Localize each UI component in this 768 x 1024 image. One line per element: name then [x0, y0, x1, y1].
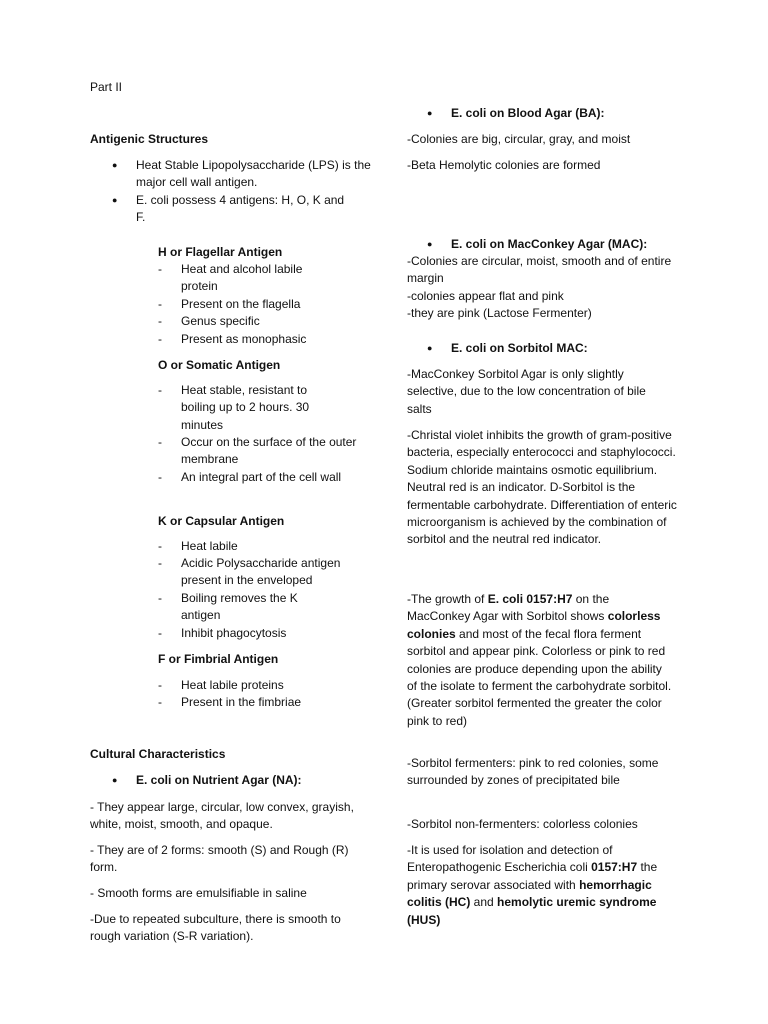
bullet-icon: ● [427, 239, 433, 249]
f-antigen-title: F or Fimbrial Antigen [158, 652, 279, 666]
blood-agar-line: -Colonies are big, circular, gray, and moist [407, 132, 631, 146]
na-paragraph: - They appear large, circular, low convex, grayish, white, moist, smooth, and opaque. [90, 800, 354, 832]
sorbitol-paragraph: -It is used for isolation and detection of Enteropathogenic Escherichia coli 0157:H7 the primary serovar associated with hemorrhagic colitis (HC) and hemolytic uremic syndrome (HUS) [407, 843, 658, 927]
sorbitol-paragraph: -Sorbitol non-fermenters: colorless colonies [407, 817, 638, 831]
mac-line: -colonies appear flat and pink [407, 289, 564, 303]
na-paragraph: - Smooth forms are emulsifiable in saline [90, 886, 307, 900]
o-antigen-title: O or Somatic Antigen [158, 358, 281, 372]
bullet-icon: ● [427, 343, 433, 353]
mac-line: -Colonies are circular, moist, smooth and of entire margin [407, 254, 672, 286]
bullet-icon: ● [112, 775, 118, 785]
mac-line: -they are pink (Lactose Fermenter) [407, 306, 592, 320]
h-antigen-title: H or Flagellar Antigen [158, 245, 283, 259]
bullet-icon: ● [112, 160, 118, 170]
sorbitol-paragraph: -The growth of E. coli 0157:H7 on the MacConkey Agar with Sorbitol shows colorless colonies and most of the fecal flora ferment sorbitol and appear pink. Colorless or pink to red colonies are produce depending upon the ability of the isolate to ferment the carbohydrate sorbitol. (Greater sorbitol fermented the greater the color pink to red) [407, 592, 672, 728]
bullet-icon: ● [427, 108, 433, 118]
bullet-icon: ● [112, 195, 118, 205]
part-label: Part II [90, 80, 123, 94]
blood-agar-line: -Beta Hemolytic colonies are formed [407, 158, 601, 172]
antigenic-heading: Antigenic Structures [90, 132, 209, 146]
sorbitol-paragraph: -Christal violet inhibits the growth of gram-positive bacteria, especially enterococci and staphylococci. Sodium chloride maintains osmotic equilibrium. Neutral red is an indicator. D-Sorbitol is the fermentable carbohydrate. Differentiation of enteric microorganism is achieved by the combination of sorbitol and the neutral red indicator. [407, 428, 677, 547]
sorbitol-paragraph: -MacConkey Sorbitol Agar is only slightly selective, due to the low concentration of bile salts [407, 367, 646, 416]
na-paragraph: -Due to repeated subculture, there is smooth to rough variation (S-R variation). [90, 912, 341, 944]
na-paragraph: - They are of 2 forms: smooth (S) and Rough (R) form. [90, 843, 349, 875]
sorbitol-paragraph: -Sorbitol fermenters: pink to red colonies, some surrounded by zones of precipitated bile [407, 756, 659, 788]
k-antigen-title: K or Capsular Antigen [158, 514, 285, 528]
document-page: Part II Antigenic Structures ● Heat Stable Lipopolysaccharide (LPS) is the major cell wall antigen. ● E. coli possess 4 antigens: H, O, K and F. H or Flagellar Antigen - Heat and alcohol labile protein - Present on the flagella - Genus specific - Present as monophasic O or Somatic Antigen - Heat stable, resistant to boiling up to 2 hours. 30 minutes - Occur on the surface of the outer membrane - An integral part of the cell wall K or Capsular Antigen - Heat labile - Acidic Polysaccharide antigen present in the enveloped - Boiling removes the K antigen - Inhibit phagocytosis F or Fimbrial Antigen - Heat labile proteins - Present in the fimbriae Cultural Characteristics ● E. coli on Nutrient Agar (NA): - They appear large, circular, low convex, grayish, white, moist, smooth, and opaque. - They are of 2 forms: smooth (S) and Rough (R) form. - Smooth forms are emulsifiable in saline -Due to repeated subculture, there is smooth to rough variation (S-R variation). ● E. coli on Blood Agar (BA): -Colonies are big, circular, gray, and moist -Beta Hemolytic colonies are formed ● E. coli on MacConkey Agar (MAC): -Colonies are circular, moist, smooth and of entire margin -colonies appear flat and pink -they are pink (Lactose Fermenter) ● E. coli on Sorbitol MAC: -MacConkey Sorbitol Agar is only slightly selective, due to the low concentration of bile salts -Christal violet inhibits the growth of gram-positive bacteria, especially enterococci and staphylococci. Sodium chloride maintains osmotic equilibrium. Neutral red is an indicator. D-Sorbitol is the fermentable carbohydrate. Differentiation of enteric microorganism is achieved by the combination of sorbitol and the neutral red indicator. -The growth of E. coli 0157:H7 on the MacConkey Agar with Sorbitol shows colorless colonies and most of the fecal flora ferment sorbitol and appear pink. Colorless or pink to red colonies are produce depending upon the ability of the isolate to ferment the carbohydrate sorbitol. (Greater sorbitol fermented the greater the color pink to red) -Sorbitol fermenters: pink to red colonies, some surrounded by zones of precipitated bile -Sorbitol non-fermenters: colorless colonies -It is used for isolation and detection of Enteropathogenic Escherichia coli 0157:H7 the primary serovar associated with hemorrhagic colitis (HC) and hemolytic uremic syndrome (HUS) [0, 0, 768, 1024]
cultural-heading: Cultural Characteristics [90, 747, 226, 761]
